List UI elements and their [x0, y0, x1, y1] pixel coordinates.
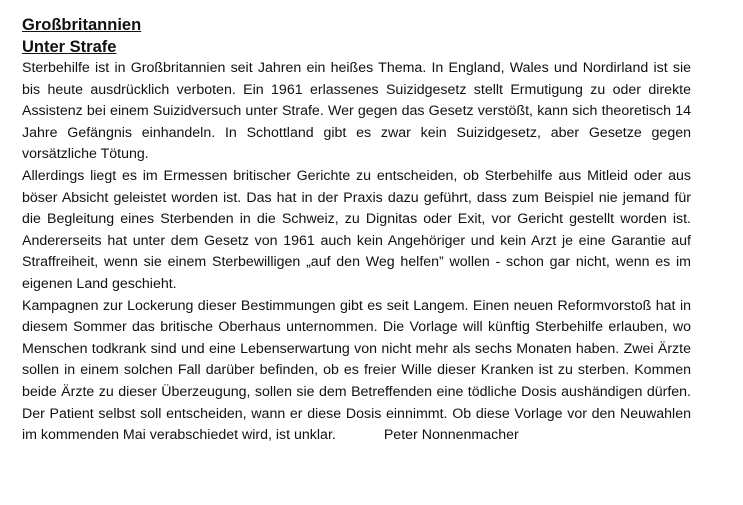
author-name: Peter Nonnenmacher	[383, 427, 519, 444]
country-heading: Großbritannien	[22, 16, 142, 34]
paragraph-3	[22, 296, 691, 447]
document-body	[22, 14, 691, 447]
paragraph-3-text: Kampagnen zur Lockerung dieser Bestimmungen gibt es seit Langem. Einen neuen Reformvorstoß hat in diesem Sommer das britische Oberhaus unternommen. Die Vorlage will künftig Sterbehilfe erlauben, wo Menschen todkrank sind und eine Lebenserwartung von nicht mehr als sechs Monaten haben. Zwei Ärzte sollen in einem solchen Fall darüber befinden, ob es freier Wille dieser Kranken ist zu sterben. Kommen beide Ärzte zu dieser Überzeugung, sollen sie dem Betreffenden eine tödliche Dosis aushändigen dürfen. Der Patient selbst soll entscheiden, wann er diese Dosis einnimmt. Ob diese Vorlage vor den Neuwahlen im kommenden Mai verabschiedet wird, ist unklar.	[22, 297, 691, 444]
section-heading: Unter Strafe	[22, 38, 117, 56]
paragraph-1: Sterbehilfe ist in Großbritannien seit Jahren ein heißes Thema. In England, Wales und Nordirland ist sie bis heute ausdrücklich verboten. Ein 1961 erlassenes Suizidgesetz stellt Ermutigung zu oder direkte Assistenz bei einem Suizidversuch unter Strafe. Wer gegen das Gesetz verstößt, kann sich theoretisch 14 Jahre Gefängnis einhandeln. In Schottland gibt es zwar kein Suizidgesetz, aber Gesetze gegen vorsätzliche Tötung.	[22, 60, 691, 163]
paragraph-2: Allerdings liegt es im Ermessen britischer Gerichte zu entscheiden, ob Sterbehilfe aus Mitleid oder aus böser Absicht geleistet worden ist. Das hat in der Praxis dazu geführt, dass zum Beispiel nie jemand für die Begleitung eines Sterbenden in die Schweiz, zu Dignitas oder Exit, vor Gericht gestellt worden ist. Andererseits hat unter dem Gesetz von 1961 auch kein Angehöriger und kein Arzt je eine Garantie auf Straffreiheit, wenn sie einem Sterbewilligen „auf den Weg helfen” wollen - schon gar nicht, wenn es im eigenen Land geschieht.	[22, 167, 691, 292]
